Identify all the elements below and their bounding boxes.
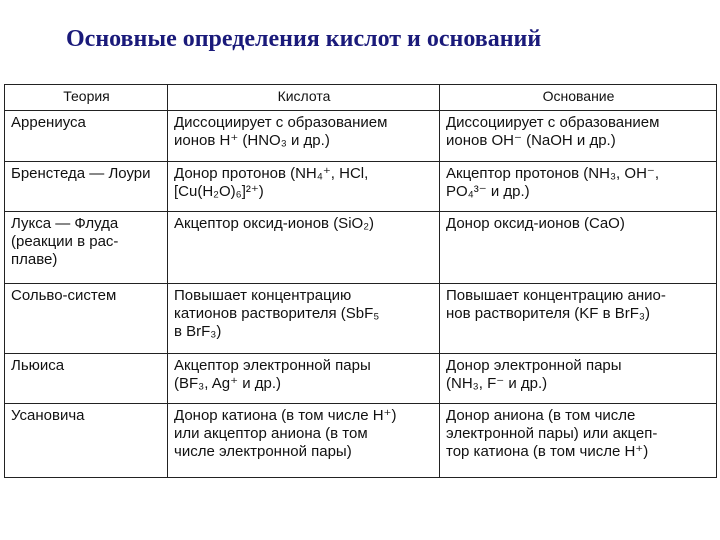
cell-text: Донор протонов (NH₄⁺, HCl, [174,164,369,182]
cell-text: Диссоциирует с образованием [446,114,660,131]
acid-cell [168,404,440,478]
cell-text: [Cu(H₂O)₆]²⁺) [174,182,264,200]
cell-text: Повышает концентрацию анио- [446,286,666,304]
theory-cell [5,161,168,212]
base-cell [440,404,717,478]
cell-text: числе электронной пары) [174,443,352,461]
acid-cell [168,283,440,353]
cell-text: Усановича [11,407,85,425]
cell-text: Сольво-систем [11,286,117,304]
cell-text: электронной пары) или акцеп- [446,425,658,443]
cell-text: (реакции в рас- [11,233,119,251]
table-row [5,161,717,212]
theory-cell [5,353,168,404]
cell-text: Бренстеда — Лоури [11,164,151,182]
cell-text: ионов H⁺ (HNO₃ и др.) [174,132,330,149]
table-row [5,212,717,284]
cell-text: Донор электронной пары [446,356,622,374]
acid-cell [168,111,440,162]
cell-text: Диссоциирует с образованием [174,114,388,131]
table-row [5,283,717,353]
cell-text: Лукса — Флуда [11,215,119,233]
cell-text: Донор катиона (в том числе H⁺) [174,407,397,425]
theory-cell [5,283,168,353]
header-base: Основание [440,85,717,111]
theory-cell [5,404,168,478]
cell-text: Аррениуса [11,114,86,131]
header-acid: Кислота [168,85,440,111]
header-theory: Теория [5,85,168,111]
cell-text: плаве) [11,251,58,269]
table-row [5,353,717,404]
acid-cell [168,353,440,404]
cell-text: Донор аниона (в том числе [446,407,636,425]
table-header-row [5,85,717,111]
acid-cell [168,212,440,284]
cell-text: в BrF₃) [174,322,222,340]
cell-text: нов растворителя (KF в BrF₃) [446,304,651,322]
cell-text: PO₄³⁻ и др.) [446,182,530,200]
cell-text: Акцептор электронной пары [174,356,371,374]
cell-text: Акцептор протонов (NH₃, OH⁻, [446,164,659,182]
cell-text: Акцептор оксид-ионов (SiO₂) [174,215,375,233]
cell-text: Льюиса [11,356,65,374]
table-row [5,404,717,478]
theory-cell [5,212,168,284]
cell-text: ионов OH⁻ (NaOH и др.) [446,132,616,149]
cell-text: тор катиона (в том числе H⁺) [446,443,649,461]
base-cell [440,212,717,284]
theory-cell [5,111,168,162]
acid-cell [168,161,440,212]
cell-text: (NH₃, F⁻ и др.) [446,374,548,392]
definitions-table [4,84,717,478]
cell-text: или акцептор аниона (в том [174,425,368,443]
base-cell [440,161,717,212]
cell-text: Повышает концентрацию [174,286,352,304]
base-cell [440,283,717,353]
base-cell [440,111,717,162]
cell-text: (BF₃, Ag⁺ и др.) [174,374,282,392]
page-title: Основные определения кислот и оснований [66,26,542,52]
cell-text: Донор оксид-ионов (CaO) [446,215,625,233]
cell-text: катионов растворителя (SbF₅ [174,304,380,322]
table-row [5,111,717,162]
base-cell [440,353,717,404]
